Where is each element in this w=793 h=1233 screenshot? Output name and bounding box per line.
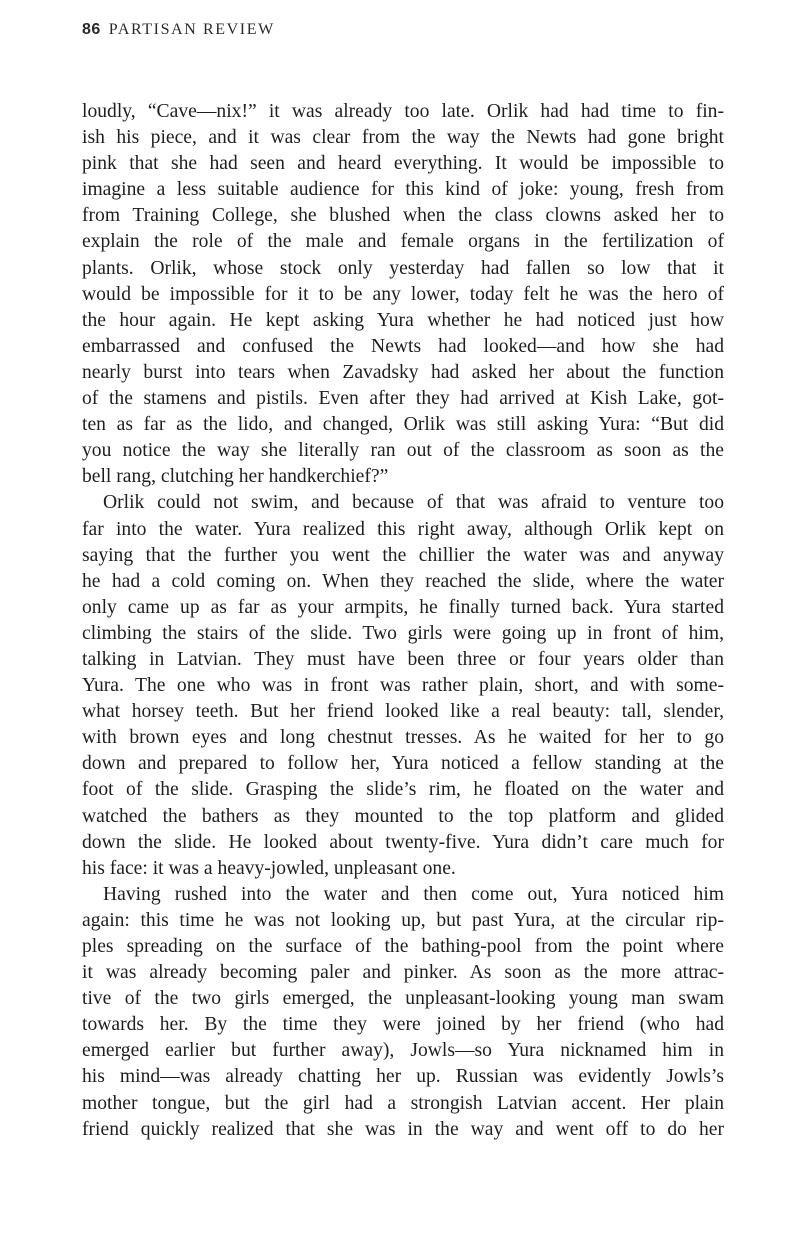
paragraph (82, 882, 724, 1143)
text-line: explain the role of the male and female organs in the fertilization of (82, 231, 724, 253)
text-line: Yura. The one who was in front was rather plain, short, and with some- (82, 675, 724, 697)
text-line: loudly, “Cave—nix!” it was already too late. Orlik had had time to fin- (82, 101, 724, 122)
text-line: pink that she had seen and heard everything. It would be impossible to (82, 153, 724, 175)
text-line: the hour again. He kept asking Yura whether he had noticed just how (82, 309, 724, 331)
text-line: climbing the stairs of the slide. Two girls were going up in front of him, (82, 622, 724, 644)
text-line: foot of the slide. Grasping the slide’s rim, he floated on the water and (82, 779, 724, 801)
text-line: saying that the further you went the chillier the water was and anyway (82, 544, 724, 566)
text-line: ish his piece, and it was clear from the way the Newts had gone bright (82, 127, 724, 149)
text-line: only came up as far as your armpits, he finally turned back. Yura started (82, 596, 724, 618)
page-number: 86 (82, 21, 101, 38)
text-line: ples spreading on the surface of the bathing-pool from the point where (82, 936, 724, 957)
text-line: far into the water. Yura realized this right away, although Orlik kept on (82, 518, 724, 540)
text-line: down the slide. He looked about twenty-five. Yura didn’t care much for (82, 831, 724, 853)
body-text (82, 99, 724, 1143)
text-line: bell rang, clutching her handkerchief?” (82, 466, 389, 488)
text-line: of the stamens and pistils. Even after they had arrived at Kish Lake, got- (82, 388, 724, 410)
text-line: down and prepared to follow her, Yura noticed a fellow standing at the (82, 753, 724, 775)
text-line: what horsey teeth. But her friend looked like a real beauty: tall, slender, (82, 701, 724, 723)
text-line: plants. Orlik, whose stock only yesterday had fallen so low that it (82, 257, 724, 279)
text-line: emerged earlier but further away), Jowls—so Yura nicknamed him in (82, 1040, 724, 1062)
journal-title: PARTISAN REVIEW (108, 21, 275, 38)
text-line: tive of the two girls emerged, the unpleasant-looking young man swam (82, 988, 724, 1010)
text-line: he had a cold coming on. When they reached the slide, where the water (82, 570, 724, 592)
text-line: ten as far as the lido, and changed, Orlik was still asking Yura: “But did (82, 414, 724, 436)
text-line: mother tongue, but the girl had a strongish Latvian accent. Her plain (82, 1092, 724, 1114)
text-line: imagine a less suitable audience for this kind of joke: young, fresh from (82, 179, 724, 201)
running-head (82, 21, 275, 39)
text-line: Orlik could not swim, and because of that was afraid to venture too (103, 492, 724, 514)
text-line: embarrassed and confused the Newts had looked—and how she had (82, 335, 724, 357)
text-line: friend quickly realized that she was in the way and went off to do her (82, 1118, 724, 1140)
text-line: you notice the way she literally ran out of the classroom as soon as the (82, 440, 724, 462)
text-line: again: this time he was not looking up, but past Yura, at the circular rip- (82, 909, 724, 931)
text-line: nearly burst into tears when Zavadsky had asked her about the function (82, 361, 724, 383)
text-line: talking in Latvian. They must have been three or four years older than (82, 648, 724, 670)
text-line: watched the bathers as they mounted to the top platform and glided (82, 805, 724, 827)
text-line: towards her. By the time they were joined by her friend (who had (82, 1014, 724, 1036)
text-line: would be impossible for it to be any lower, today felt he was the hero of (82, 283, 724, 305)
text-line: from Training College, she blushed when the class clowns asked her to (82, 205, 724, 227)
text-line: his mind—was already chatting her up. Russian was evidently Jowls’s (82, 1066, 724, 1088)
text-line: Having rushed into the water and then come out, Yura noticed him (103, 883, 724, 905)
paragraph (82, 99, 724, 490)
text-line: with brown eyes and long chestnut tresses. As he waited for her to go (82, 727, 724, 749)
text-line: his face: it was a heavy-jowled, unpleasant one. (82, 857, 456, 879)
text-line: it was already becoming paler and pinker. As soon as the more attrac- (82, 962, 724, 984)
paragraph (82, 490, 724, 881)
